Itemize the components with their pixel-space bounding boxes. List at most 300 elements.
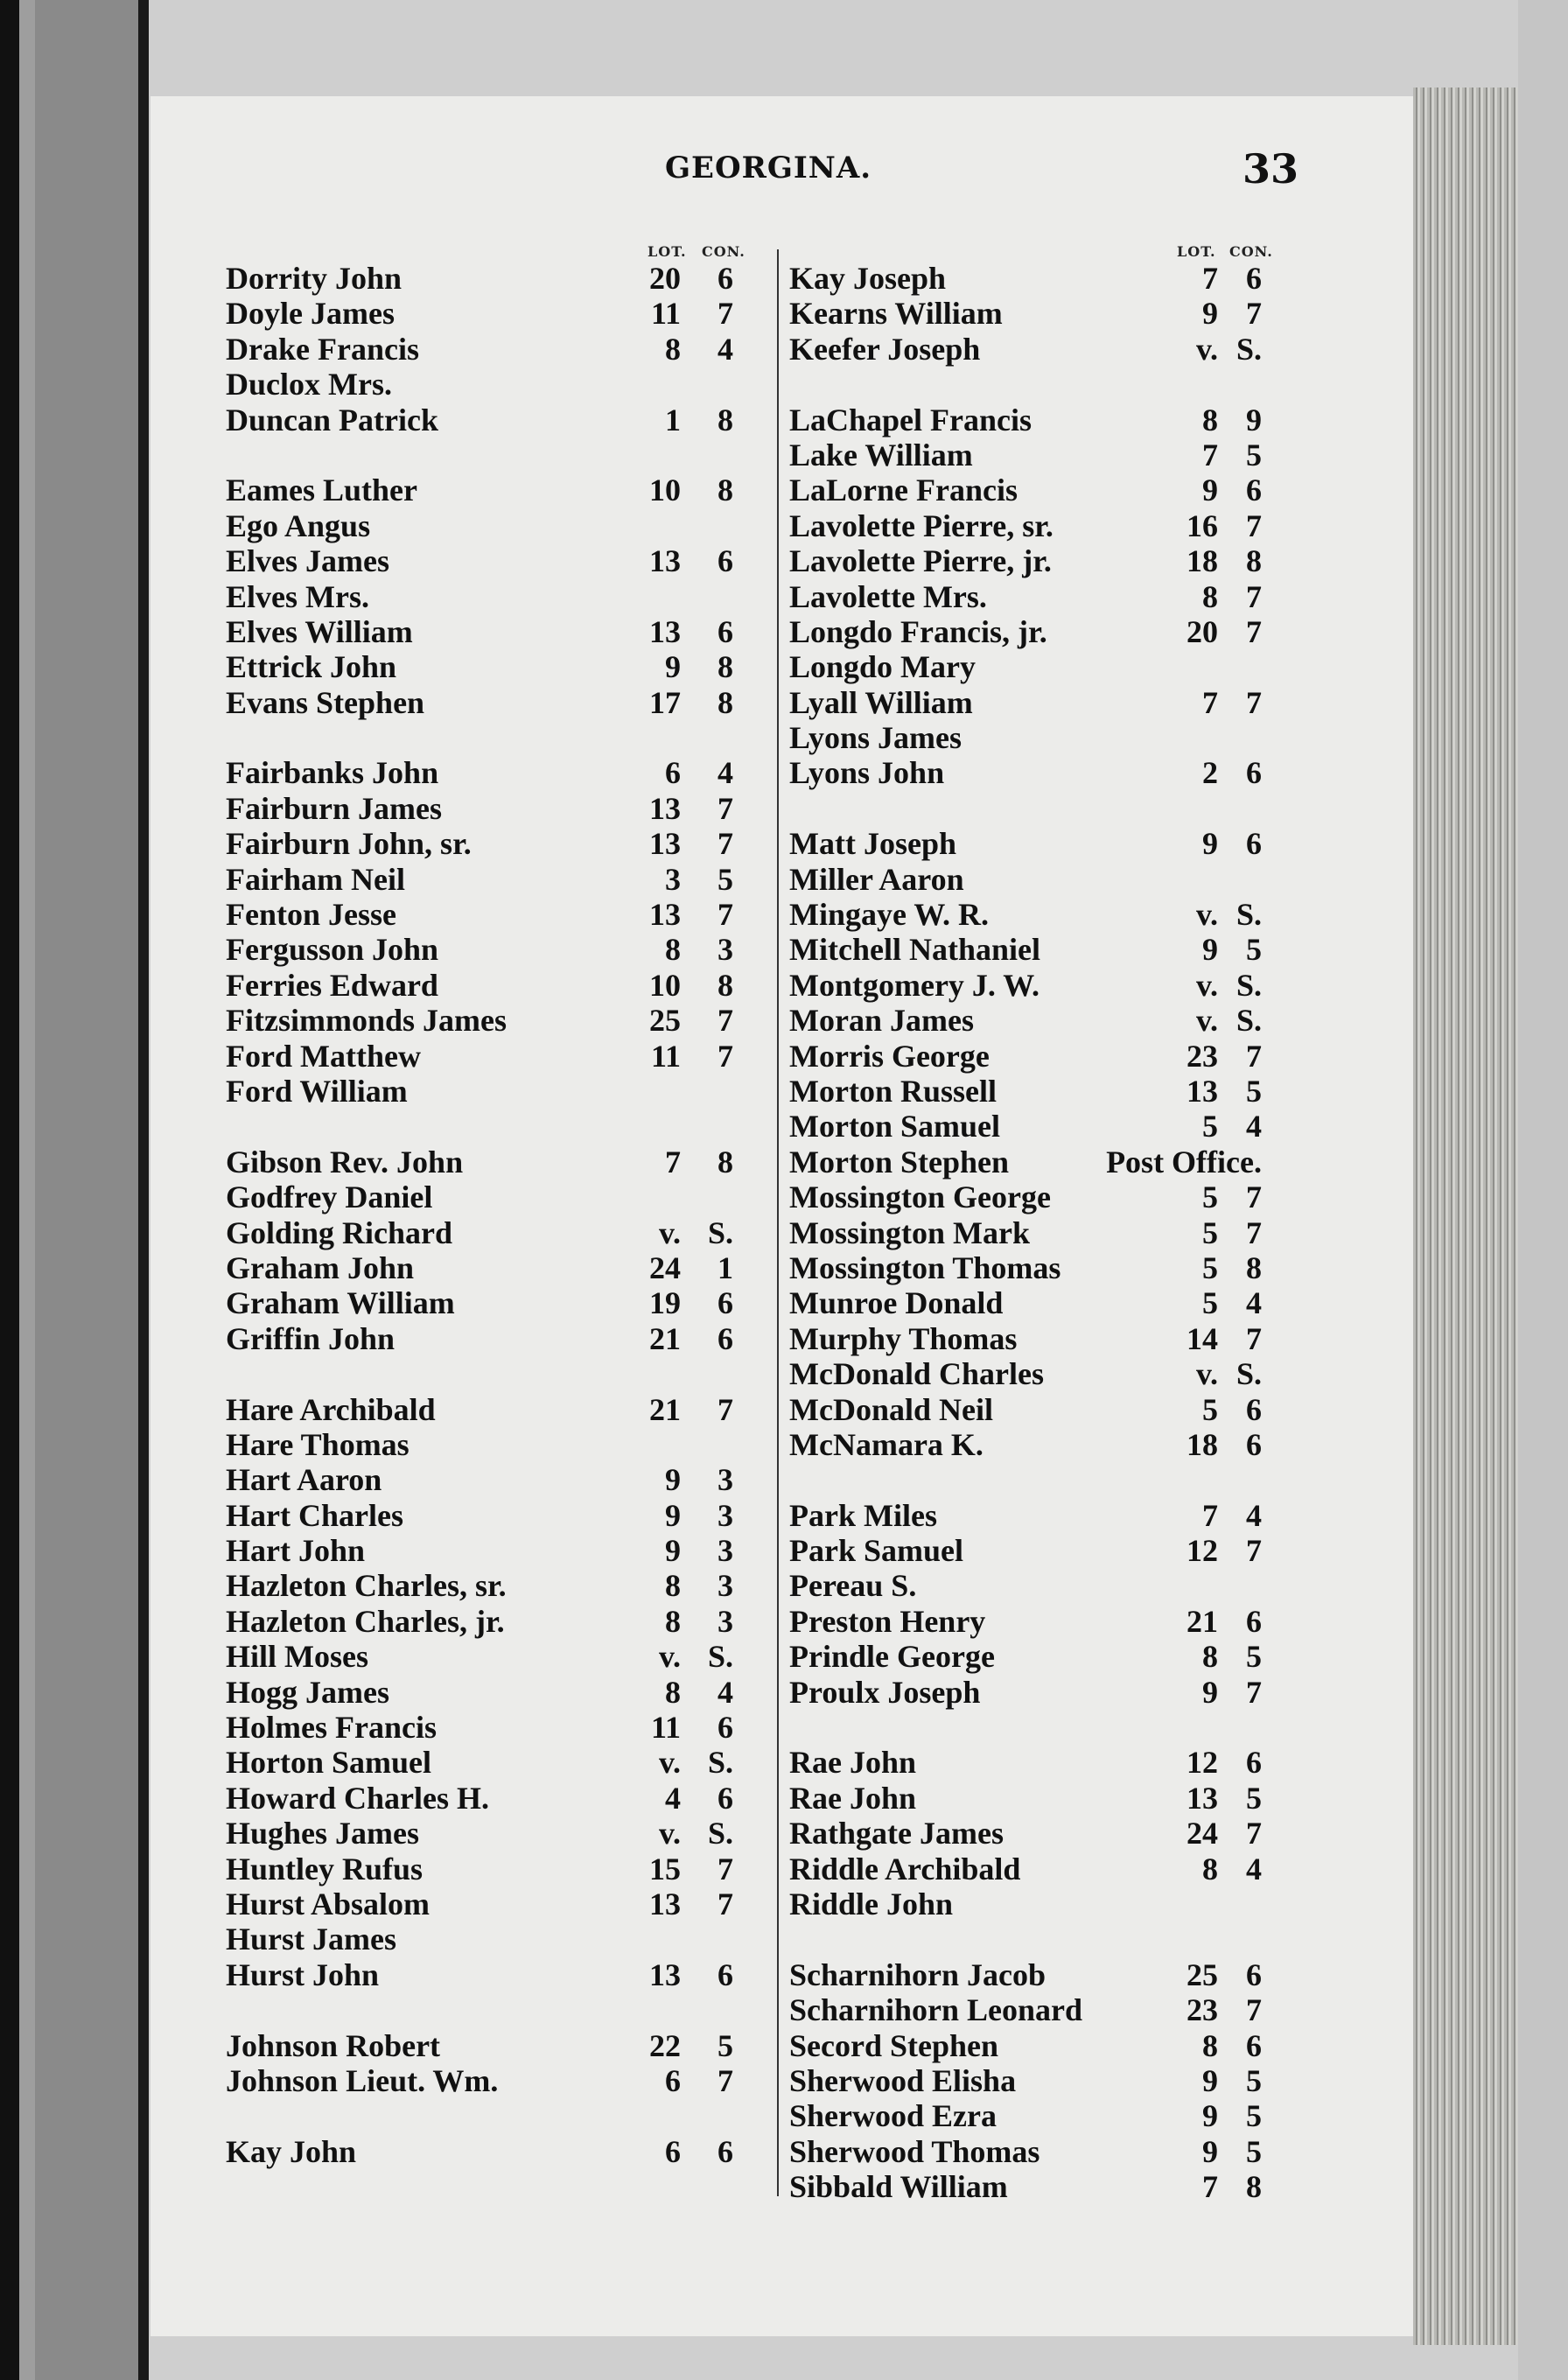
- concession-number: 7: [1246, 296, 1262, 332]
- directory-entry: [789, 579, 1297, 614]
- concession-number: 3: [718, 1497, 733, 1533]
- directory-entry: [789, 508, 1297, 543]
- concession-number: 6: [1246, 1745, 1262, 1781]
- lot-number: 5: [1202, 1285, 1218, 1321]
- resident-name: LaChapel Francis: [789, 402, 1032, 438]
- directory-entry: [226, 1074, 760, 1109]
- concession-number: 6: [718, 1285, 733, 1321]
- resident-name: Lyons James: [789, 720, 962, 756]
- resident-name: Hazleton Charles, jr.: [226, 1603, 505, 1639]
- facing-page-edge: [0, 0, 149, 2380]
- resident-name: Ettrick John: [226, 649, 397, 685]
- lot-number: 8: [665, 1674, 681, 1710]
- concession-number: 3: [718, 1533, 733, 1569]
- lot-number: 21: [649, 1320, 681, 1356]
- concession-number: 4: [718, 755, 733, 791]
- directory-entry: [789, 261, 1297, 296]
- directory-entry: [789, 332, 1297, 367]
- resident-name: Duclox Mrs.: [226, 367, 392, 402]
- page-number: 33: [1242, 145, 1299, 192]
- lot-number: 13: [1186, 1780, 1218, 1816]
- resident-name: Hart Aaron: [226, 1462, 382, 1498]
- resident-name: Fenton Jesse: [226, 897, 396, 933]
- directory-entry: [789, 1957, 1297, 1992]
- directory-entry: [226, 791, 760, 826]
- resident-name: Golding Richard: [226, 1214, 453, 1250]
- concession-number: 7: [1246, 1674, 1262, 1710]
- right-column-entries: [789, 261, 1297, 2204]
- concession-number: 7: [1246, 1320, 1262, 1356]
- resident-name: McDonald Neil: [789, 1391, 993, 1427]
- resident-name: Fairburn John, sr.: [226, 826, 472, 862]
- concession-number: 6: [718, 1710, 733, 1746]
- lot-number: 10: [649, 967, 681, 1003]
- lot-number: v.: [658, 1639, 681, 1675]
- lot-number: 3: [665, 861, 681, 897]
- lot-number: 20: [1186, 613, 1218, 649]
- directory-entry: [789, 1992, 1297, 2027]
- resident-name: Sherwood Thomas: [789, 2133, 1040, 2169]
- directory-entry: [789, 932, 1297, 967]
- lot-number: 11: [650, 296, 681, 332]
- lot-number: 16: [1186, 508, 1218, 543]
- directory-entry: [789, 1533, 1297, 1568]
- directory-entry: [226, 472, 760, 508]
- resident-name: Secord Stephen: [789, 2027, 999, 2063]
- lot-number: 25: [1186, 1956, 1218, 1992]
- resident-name: Fairburn James: [226, 790, 442, 826]
- directory-entry: [226, 1604, 760, 1639]
- concession-number: 8: [718, 649, 733, 685]
- resident-name: Evans Stephen: [226, 684, 425, 720]
- directory-entry: [789, 968, 1297, 1003]
- resident-name: Duncan Patrick: [226, 402, 438, 438]
- lot-number: 9: [665, 649, 681, 685]
- resident-name: Montgomery J. W.: [789, 967, 1040, 1003]
- lot-number: 6: [665, 2133, 681, 2169]
- directory-entry: [789, 472, 1297, 508]
- directory-entry: [789, 1215, 1297, 1250]
- directory-entry: [789, 438, 1297, 472]
- resident-name: Park Miles: [789, 1497, 937, 1533]
- directory-entry: [226, 1992, 760, 2027]
- directory-entry: [226, 2028, 760, 2063]
- concession-number: 8: [718, 967, 733, 1003]
- resident-name: Kay John: [226, 2133, 357, 2169]
- resident-name: Sibbald William: [789, 2169, 1008, 2205]
- page-title: GEORGINA.: [665, 150, 872, 186]
- lot-number: 20: [649, 261, 681, 296]
- directory-entry: [789, 1427, 1297, 1462]
- lot-number: 25: [649, 1003, 681, 1039]
- lot-number: 22: [649, 2027, 681, 2063]
- lot-number: 8: [1202, 1639, 1218, 1675]
- directory-entry: [789, 2028, 1297, 2063]
- directory-entry: [226, 438, 760, 472]
- directory-entry: [789, 543, 1297, 578]
- concession-number: 7: [718, 296, 733, 332]
- lot-number: 9: [665, 1462, 681, 1498]
- lot-number: 21: [1186, 1603, 1218, 1639]
- concession-number: 3: [718, 1603, 733, 1639]
- lot-number: 13: [1186, 1073, 1218, 1109]
- concession-number: 6: [718, 543, 733, 579]
- lot-number: 19: [649, 1285, 681, 1321]
- directory-entry: [789, 1852, 1297, 1886]
- concession-number: 6: [718, 1320, 733, 1356]
- resident-name: Elves Mrs.: [226, 578, 369, 614]
- left-column-entries: [226, 261, 760, 2169]
- resident-name: Ford Matthew: [226, 1038, 421, 1074]
- lot-number: 8: [1202, 2027, 1218, 2063]
- directory-entry: [789, 1250, 1297, 1285]
- lot-number: 4: [665, 1780, 681, 1816]
- resident-name: LaLorne Francis: [789, 472, 1018, 508]
- directory-entry: [226, 1886, 760, 1922]
- lot-number: 7: [1202, 684, 1218, 720]
- lot-number: 5: [1202, 1214, 1218, 1250]
- concession-number: S.: [1236, 1003, 1262, 1039]
- resident-name: Rae John: [789, 1780, 917, 1816]
- directory-entry: [789, 2169, 1297, 2204]
- resident-name: Fitzsimmonds James: [226, 1003, 507, 1039]
- lot-number: 13: [649, 1886, 681, 1922]
- lot-number: 13: [649, 543, 681, 579]
- directory-entry: [226, 649, 760, 684]
- resident-name: Johnson Robert: [226, 2027, 441, 2063]
- lot-number: 8: [665, 1568, 681, 1604]
- concession-number: 8: [1246, 543, 1262, 579]
- lot-number: 9: [1202, 472, 1218, 508]
- lot-column-header-left: LOT.: [648, 243, 687, 260]
- resident-name: Gibson Rev. John: [226, 1144, 464, 1180]
- resident-name: Rae John: [789, 1745, 917, 1781]
- concession-number: 6: [1246, 826, 1262, 862]
- directory-entry: [226, 1462, 760, 1497]
- lot-number: 23: [1186, 1038, 1218, 1074]
- concession-number: 5: [1246, 2098, 1262, 2134]
- concession-number: 8: [718, 402, 733, 438]
- concession-number: 7: [1246, 508, 1262, 543]
- directory-entry: [789, 1816, 1297, 1851]
- page-stack-edge: [1413, 88, 1518, 2345]
- directory-entry: [226, 579, 760, 614]
- directory-entry: [226, 685, 760, 720]
- concession-number: 7: [718, 790, 733, 826]
- directory-entry: [226, 2134, 760, 2169]
- resident-name: Matt Joseph: [789, 826, 956, 862]
- concession-number: 8: [718, 684, 733, 720]
- resident-name: Mingaye W. R.: [789, 897, 990, 933]
- lot-number: 9: [1202, 932, 1218, 968]
- directory-entry: [789, 1109, 1297, 1144]
- directory-entry: [226, 1215, 760, 1250]
- directory-entry: [226, 614, 760, 649]
- concession-number: 1: [718, 1250, 733, 1285]
- lot-number: v.: [1195, 1356, 1218, 1392]
- lot-number: v.: [1195, 967, 1218, 1003]
- concession-number: 5: [1246, 932, 1262, 968]
- resident-name: Fairham Neil: [226, 861, 405, 897]
- directory-entry: [226, 261, 760, 296]
- lot-number: 7: [1202, 437, 1218, 472]
- resident-name: Hogg James: [226, 1674, 389, 1710]
- resident-name: Morris George: [789, 1038, 990, 1074]
- lot-number: 7: [1202, 2169, 1218, 2205]
- concession-number: 5: [1246, 1780, 1262, 1816]
- directory-entry: [226, 1745, 760, 1780]
- directory-entry: [226, 508, 760, 543]
- directory-entry: [226, 1250, 760, 1285]
- resident-name: Mossington Thomas: [789, 1250, 1061, 1285]
- column-divider: [777, 249, 779, 2196]
- directory-entry: [789, 1922, 1297, 1956]
- resident-name: Hare Archibald: [226, 1391, 436, 1427]
- resident-name: Elves James: [226, 543, 389, 579]
- directory-entry: [226, 1144, 760, 1180]
- directory-entry: [226, 1781, 760, 1816]
- directory-entry: [789, 826, 1297, 861]
- concession-number: 6: [1246, 755, 1262, 791]
- concession-number: 8: [718, 1144, 733, 1180]
- resident-name: Hurst John: [226, 1956, 380, 1992]
- directory-entry: [789, 367, 1297, 402]
- concession-number: 6: [718, 1780, 733, 1816]
- concession-number: 3: [718, 1568, 733, 1604]
- directory-entry: [226, 1427, 760, 1462]
- directory-entry: [789, 862, 1297, 897]
- lot-number: 23: [1186, 1992, 1218, 2028]
- directory-entry: [226, 1285, 760, 1320]
- concession-number: 7: [1246, 613, 1262, 649]
- resident-name: Munroe Donald: [789, 1285, 1004, 1321]
- resident-name: Rathgate James: [789, 1816, 1004, 1852]
- lot-number: 5: [1202, 1109, 1218, 1144]
- concession-number: 7: [718, 826, 733, 862]
- concession-number: S.: [707, 1816, 733, 1852]
- lot-number: v.: [658, 1745, 681, 1781]
- concession-number: 6: [1246, 2027, 1262, 2063]
- concession-number: 8: [1246, 2169, 1262, 2205]
- directory-entry: [789, 1039, 1297, 1074]
- directory-entry: [789, 755, 1297, 790]
- concession-number: S.: [707, 1639, 733, 1675]
- directory-entry: [226, 826, 760, 861]
- resident-name: Hurst Absalom: [226, 1886, 430, 1922]
- lot-number: v.: [658, 1816, 681, 1852]
- directory-entry: [226, 862, 760, 897]
- concession-number: 7: [1246, 684, 1262, 720]
- resident-name: Hart Charles: [226, 1497, 403, 1533]
- resident-name: Dorrity John: [226, 261, 402, 296]
- directory-entry: [226, 296, 760, 331]
- concession-number: 7: [1246, 1816, 1262, 1852]
- resident-name: Hurst James: [226, 1922, 396, 1957]
- concession-number: 5: [718, 861, 733, 897]
- directory-entry: [789, 1886, 1297, 1922]
- lot-number: 7: [1202, 1497, 1218, 1533]
- resident-name: Sherwood Elisha: [789, 2062, 1017, 2098]
- resident-name: Scharnihorn Jacob: [789, 1956, 1046, 1992]
- lot-number: 17: [649, 684, 681, 720]
- lot-number: 11: [650, 1710, 681, 1746]
- concession-number: 7: [718, 1003, 733, 1039]
- directory-entry: [226, 332, 760, 367]
- resident-name: Lyall William: [789, 684, 973, 720]
- directory-entry: [226, 1109, 760, 1144]
- lot-number: 13: [649, 790, 681, 826]
- concession-number: 6: [1246, 1956, 1262, 1992]
- directory-entry: [226, 897, 760, 932]
- resident-name: Riddle John: [789, 1886, 954, 1922]
- lot-number: 15: [649, 1851, 681, 1886]
- resident-name: Miller Aaron: [789, 861, 964, 897]
- lot-number: 13: [649, 613, 681, 649]
- resident-name: Fairbanks John: [226, 755, 439, 791]
- resident-name: Longdo Francis, jr.: [789, 613, 1047, 649]
- concession-number: S.: [1236, 967, 1262, 1003]
- directory-entry: [226, 968, 760, 1003]
- directory-entry: [789, 1498, 1297, 1533]
- concession-number: 7: [1246, 1533, 1262, 1569]
- resident-name: Drake Francis: [226, 331, 419, 367]
- concession-number: 6: [718, 613, 733, 649]
- resident-name: Pereau S.: [789, 1568, 917, 1604]
- directory-entry: [226, 402, 760, 438]
- resident-name: Lake William: [789, 437, 973, 472]
- lot-number: 14: [1186, 1320, 1218, 1356]
- concession-number: 7: [718, 1886, 733, 1922]
- directory-entry: [226, 1675, 760, 1710]
- concession-number: 7: [1246, 1180, 1262, 1215]
- resident-name: Morton Samuel: [789, 1109, 1000, 1144]
- resident-name: Kearns William: [789, 296, 1003, 332]
- lot-number: 8: [1202, 578, 1218, 614]
- resident-name: Lavolette Pierre, sr.: [789, 508, 1054, 543]
- lot-number: 5: [1202, 1250, 1218, 1285]
- directory-entry: [789, 1392, 1297, 1427]
- lot-number: 21: [649, 1391, 681, 1427]
- lot-number: 8: [1202, 402, 1218, 438]
- lot-number: v.: [1195, 331, 1218, 367]
- lot-number: v.: [1195, 897, 1218, 933]
- directory-entry: [789, 897, 1297, 932]
- resident-name: Keefer Joseph: [789, 331, 981, 367]
- lot-number: 24: [1186, 1816, 1218, 1852]
- scan-margin: [1518, 0, 1568, 2380]
- directory-entry: [789, 2134, 1297, 2169]
- resident-name: Lavolette Mrs.: [789, 578, 987, 614]
- lot-number: 6: [665, 2062, 681, 2098]
- directory-entry: [789, 296, 1297, 331]
- resident-name: Park Samuel: [789, 1533, 964, 1569]
- resident-name: Johnson Lieut. Wm.: [226, 2062, 499, 2098]
- lot-number: 9: [1202, 296, 1218, 332]
- resident-name: McDonald Charles: [789, 1356, 1044, 1392]
- con-column-header-left: CON.: [702, 243, 746, 260]
- lot-number: 24: [649, 1250, 681, 1285]
- lot-number: 9: [1202, 1674, 1218, 1710]
- directory-entry: [226, 1922, 760, 1956]
- lot-number: 9: [1202, 826, 1218, 862]
- concession-number: S.: [1236, 331, 1262, 367]
- resident-name: Scharnihorn Leonard: [789, 1992, 1083, 2028]
- lot-number: 13: [649, 826, 681, 862]
- lot-number: 12: [1186, 1533, 1218, 1569]
- directory-entry: [789, 1285, 1297, 1320]
- resident-name: Ford William: [226, 1073, 408, 1109]
- concession-number: 3: [718, 932, 733, 968]
- resident-name: Fergusson John: [226, 932, 439, 968]
- lot-number: 7: [1202, 261, 1218, 296]
- lot-number: 18: [1186, 543, 1218, 579]
- directory-entry: [226, 1003, 760, 1038]
- concession-number: 7: [718, 1038, 733, 1074]
- directory-entry: [789, 1356, 1297, 1391]
- resident-name: Morton Russell: [789, 1073, 997, 1109]
- lot-number: 5: [1202, 1391, 1218, 1427]
- concession-number: 4: [1246, 1851, 1262, 1886]
- directory-entry: [789, 1074, 1297, 1109]
- concession-number: 4: [1246, 1285, 1262, 1321]
- directory-entry: [226, 755, 760, 790]
- resident-name: McNamara K.: [789, 1426, 984, 1462]
- resident-name: Doyle James: [226, 296, 395, 332]
- resident-name: Eames Luther: [226, 472, 417, 508]
- concession-number: 7: [718, 1851, 733, 1886]
- resident-name: Riddle Archibald: [789, 1851, 1021, 1886]
- resident-name: Hart John: [226, 1533, 366, 1569]
- lot-number: 9: [1202, 2062, 1218, 2098]
- lot-number: 1: [665, 402, 681, 438]
- concession-number: 8: [718, 472, 733, 508]
- resident-name: Lavolette Pierre, jr.: [789, 543, 1052, 579]
- directory-entry: [789, 685, 1297, 720]
- concession-number: 4: [1246, 1109, 1262, 1144]
- concession-number: 7: [718, 1391, 733, 1427]
- directory-entry: [226, 1392, 760, 1427]
- lot-number: 9: [1202, 2098, 1218, 2134]
- lot-number: v.: [1195, 1003, 1218, 1039]
- resident-name: Godfrey Daniel: [226, 1180, 433, 1215]
- resident-name: Murphy Thomas: [789, 1320, 1018, 1356]
- concession-number: 6: [718, 1956, 733, 1992]
- concession-number: 4: [718, 331, 733, 367]
- directory-entry: [226, 1710, 760, 1745]
- directory-entry: [226, 1957, 760, 1992]
- concession-number: 5: [1246, 1639, 1262, 1675]
- lot-number: 11: [650, 1038, 681, 1074]
- directory-entry: [226, 1852, 760, 1886]
- directory-entry: [226, 1180, 760, 1214]
- concession-number: 5: [1246, 1073, 1262, 1109]
- resident-name: Holmes Francis: [226, 1710, 437, 1746]
- directory-entry: [789, 649, 1297, 684]
- lot-number: 8: [665, 932, 681, 968]
- lot-number: 9: [665, 1533, 681, 1569]
- resident-name: Moran James: [789, 1003, 974, 1039]
- concession-number: 6: [1246, 1426, 1262, 1462]
- resident-name: Hare Thomas: [226, 1426, 410, 1462]
- concession-number: 7: [1246, 1038, 1262, 1074]
- resident-name: Griffin John: [226, 1320, 396, 1356]
- directory-entry: [226, 543, 760, 578]
- concession-number: 6: [1246, 1603, 1262, 1639]
- resident-name: Ferries Edward: [226, 967, 438, 1003]
- concession-number: S.: [707, 1214, 733, 1250]
- lot-number: 7: [665, 1144, 681, 1180]
- concession-number: 7: [1246, 1992, 1262, 2028]
